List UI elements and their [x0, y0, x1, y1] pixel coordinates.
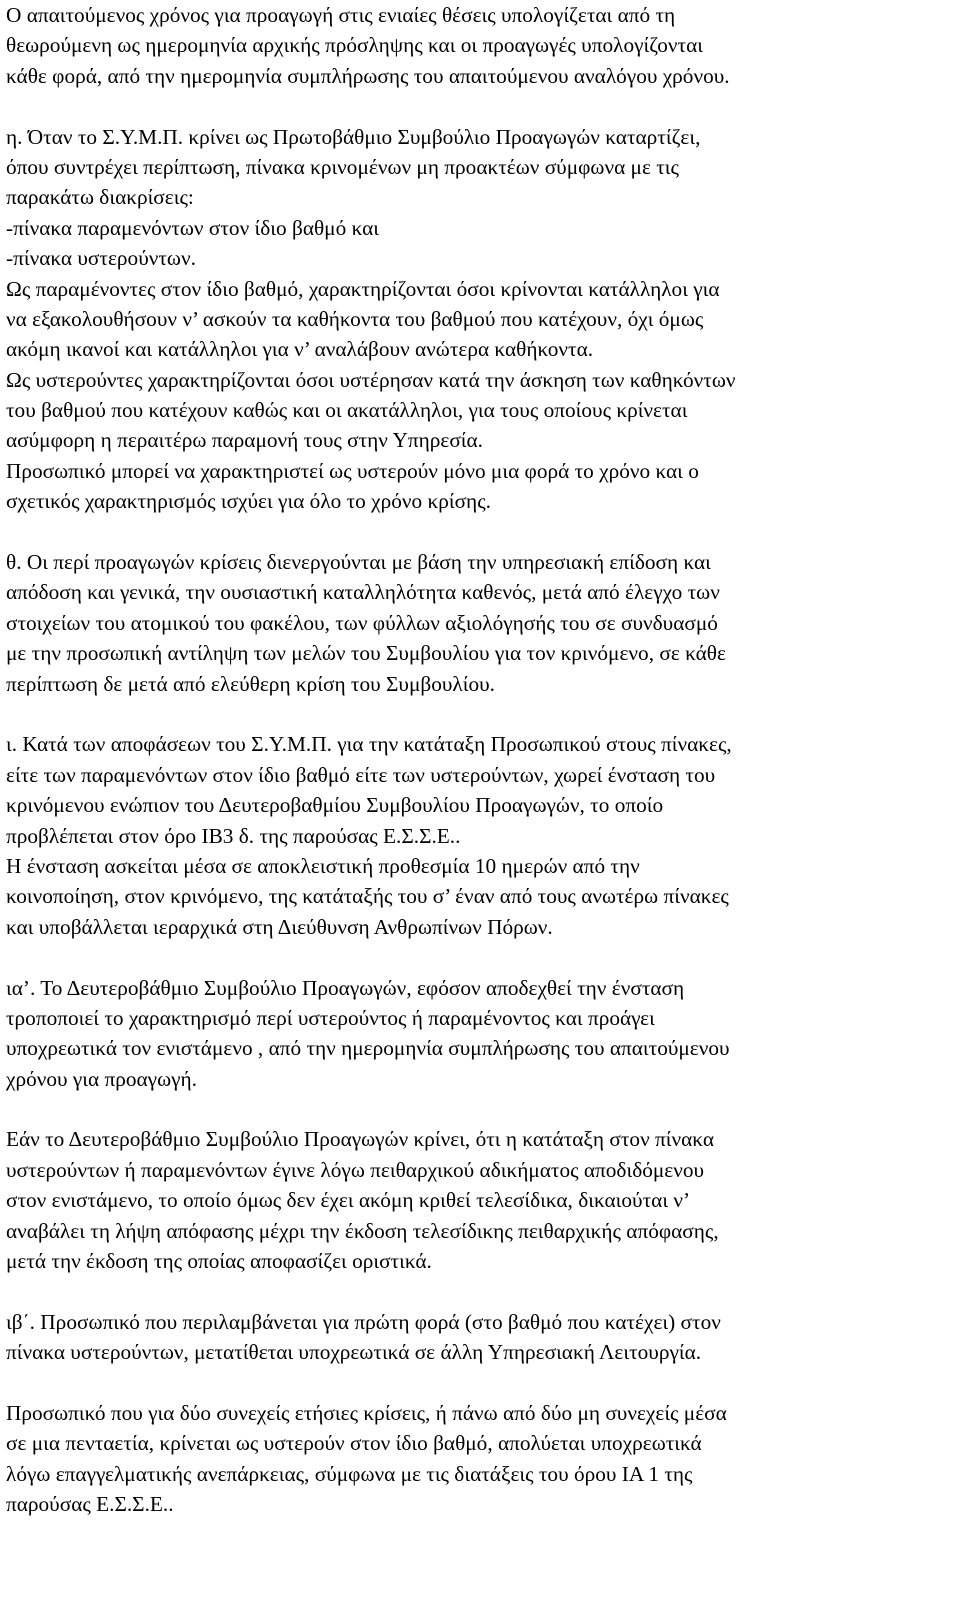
text-line: χρόνου για προαγωγή.	[6, 1066, 197, 1091]
text-line: λόγω επαγγελματικής ανεπάρκειας, σύμφωνα με τις διατάξεις του όρου ΙΑ 1 της	[6, 1461, 693, 1486]
text-line: να εξακολουθήσουν ν’ ασκούν τα καθήκοντα του βαθμού που κατέχουν, όχι όμως	[6, 306, 704, 331]
text-line: αναβάλει τη λήψη απόφασης μέχρι την έκδοση τελεσίδικης πειθαρχικής απόφασης,	[6, 1218, 719, 1243]
text-line: υστερούντων ή παραμενόντων έγινε λόγω πειθαρχικού αδικήματος αποδιδόμενου	[6, 1157, 705, 1182]
text-line: τροποποιεί το χαρακτηρισμό περί υστερούντος ή παραμένοντος και προάγει	[6, 1005, 655, 1030]
text-line: Προσωπικό που για δύο συνεχείς ετήσιες κρίσεις, ή πάνω από δύο μη συνεχείς μέσα	[6, 1400, 727, 1425]
paragraph-7	[6, 1307, 952, 1368]
text-line: Η ένσταση ασκείται μέσα σε αποκλειστική προθεσμία 10 ημερών από την	[6, 853, 640, 878]
text-line: παρακάτω διακρίσεις:	[6, 185, 194, 210]
text-line: Ο απαιτούμενος χρόνος για προαγωγή στις ενιαίες θέσεις υπολογίζεται από τη	[6, 3, 676, 27]
paragraph-gap	[6, 942, 952, 972]
text-line: στον ενιστάμενο, το οποίο όμως δεν έχει ακόμη κριθεί τελεσίδικα, δικαιούται ν’	[6, 1188, 691, 1213]
text-line: κοινοποίηση, στον κρινόμενο, της κατάταξής του σ’ έναν από τους ανωτέρω πίνακες	[6, 884, 729, 909]
text-line: -πίνακα παραμενόντων στον ίδιο βαθμό και	[6, 215, 380, 240]
text-line: του βαθμού που κατέχουν καθώς και οι ακατάλληλοι, για τους οποίους κρίνεται	[6, 398, 688, 423]
text-line: ια’. Το Δευτεροβάθμιο Συμβούλιο Προαγωγών, εφόσον αποδεχθεί την ένσταση	[6, 975, 685, 1000]
text-line: ιβ΄. Προσωπικό που περιλαμβάνεται για πρώτη φορά (στο βαθμό που κατέχει) στον	[6, 1309, 721, 1334]
text-line: απόδοση και γενικά, την ουσιαστική καταλληλότητα καθενός, μετά από έλεγχο των	[6, 580, 720, 605]
text-line: κρινόμενου ενώπιον του Δευτεροβαθμίου Συμβουλίου Προαγωγών, το οποίο	[6, 793, 664, 818]
paragraph-gap	[6, 91, 952, 121]
text-line: θ. Οι περί προαγωγών κρίσεις διενεργούνται με βάση την υπηρεσιακή επίδοση και	[6, 550, 711, 575]
text-line: κάθε φορά, από την ημερομηνία συμπλήρωσης του απαιτούμενου αναλόγου χρόνου.	[6, 63, 730, 88]
paragraph-gap	[6, 1276, 952, 1306]
paragraph-1	[6, 0, 952, 91]
text-line: μετά την έκδοση της οποίας αποφασίζει οριστικά.	[6, 1249, 432, 1274]
text-line: υποχρεωτικά τον ενιστάμενο , από την ημερομηνία συμπλήρωσης του απαιτούμενου	[6, 1036, 730, 1061]
text-line: Προσωπικό μπορεί να χαρακτηριστεί ως υστερούν μόνο μια φορά το χρόνο και ο	[6, 458, 699, 483]
text-line: -πίνακα υστερούντων.	[6, 246, 196, 271]
text-line: παρούσας Ε.Σ.Σ.Ε..	[6, 1492, 174, 1517]
text-line: με την προσωπική αντίληψη των μελών του Συμβουλίου για τον κρινόμενο, σε κάθε	[6, 641, 726, 666]
text-line: προβλέπεται στον όρο ΙΒ3 δ. της παρούσας Ε.Σ.Σ.Ε..	[6, 823, 461, 848]
paragraph-gap	[6, 517, 952, 547]
paragraph-8	[6, 1398, 952, 1520]
text-line: σχετικός χαρακτηρισμός ισχύει για όλο το χρόνο κρίσης.	[6, 489, 491, 514]
text-line: Ως υστερούντες χαρακτηρίζονται όσοι υστέρησαν κατά την άσκηση των καθηκόντων	[6, 367, 736, 392]
text-line: ι. Κατά των αποφάσεων του Σ.Υ.Μ.Π. για την κατάταξη Προσωπικού στους πίνακες,	[6, 732, 732, 757]
text-line: ασύμφορη η περαιτέρω παραμονή τους στην Υπηρεσία.	[6, 428, 484, 453]
text-line: περίπτωση δε μετά από ελεύθερη κρίση του Συμβουλίου.	[6, 671, 495, 696]
paragraph-2	[6, 122, 952, 517]
text-line: όπου συντρέχει περίπτωση, πίνακα κρινομένων μη προακτέων σύμφωνα με τις	[6, 154, 679, 179]
text-line: σε μια πενταετία, κρίνεται ως υστερούν στον ίδιο βαθμό, απολύεται υποχρεωτικά	[6, 1431, 702, 1456]
text-line: είτε των παραμενόντων στον ίδιο βαθμό είτε των υστερούντων, χωρεί ένσταση του	[6, 762, 716, 787]
paragraph-gap	[6, 1094, 952, 1124]
text-line: Εάν το Δευτεροβάθμιο Συμβούλιο Προαγωγών κρίνει, ότι η κατάταξη στον πίνακα	[6, 1127, 714, 1152]
paragraph-5	[6, 973, 952, 1095]
text-line: στοιχείων του ατομικού του φακέλου, των φύλλων αξιολόγησής του σε συνδυασμό	[6, 610, 718, 635]
text-line: πίνακα υστερούντων, μετατίθεται υποχρεωτικά σε άλλη Υπηρεσιακή Λειτουργία.	[6, 1340, 702, 1365]
text-line: και υποβάλλεται ιεραρχικά στη Διεύθυνση Ανθρωπίνων Πόρων.	[6, 914, 553, 939]
paragraph-gap	[6, 1368, 952, 1398]
text-line: Ως παραμένοντες στον ίδιο βαθμό, χαρακτηρίζονται όσοι κρίνονται κατάλληλοι για	[6, 276, 720, 301]
text-line: ακόμη ικανοί και κατάλληλοι για ν’ αναλάβουν ανώτερα καθήκοντα.	[6, 337, 594, 362]
text-line: η. Όταν το Σ.Υ.Μ.Π. κρίνει ως Πρωτοβάθμιο Συμβούλιο Προαγωγών καταρτίζει,	[6, 124, 701, 149]
document-page	[6, 0, 952, 1520]
paragraph-gap	[6, 699, 952, 729]
paragraph-6	[6, 1124, 952, 1276]
text-line: θεωρούμενη ως ημερομηνία αρχικής πρόσληψης και οι προαγωγές υπολογίζονται	[6, 33, 703, 58]
paragraph-4	[6, 729, 952, 942]
paragraph-3	[6, 547, 952, 699]
